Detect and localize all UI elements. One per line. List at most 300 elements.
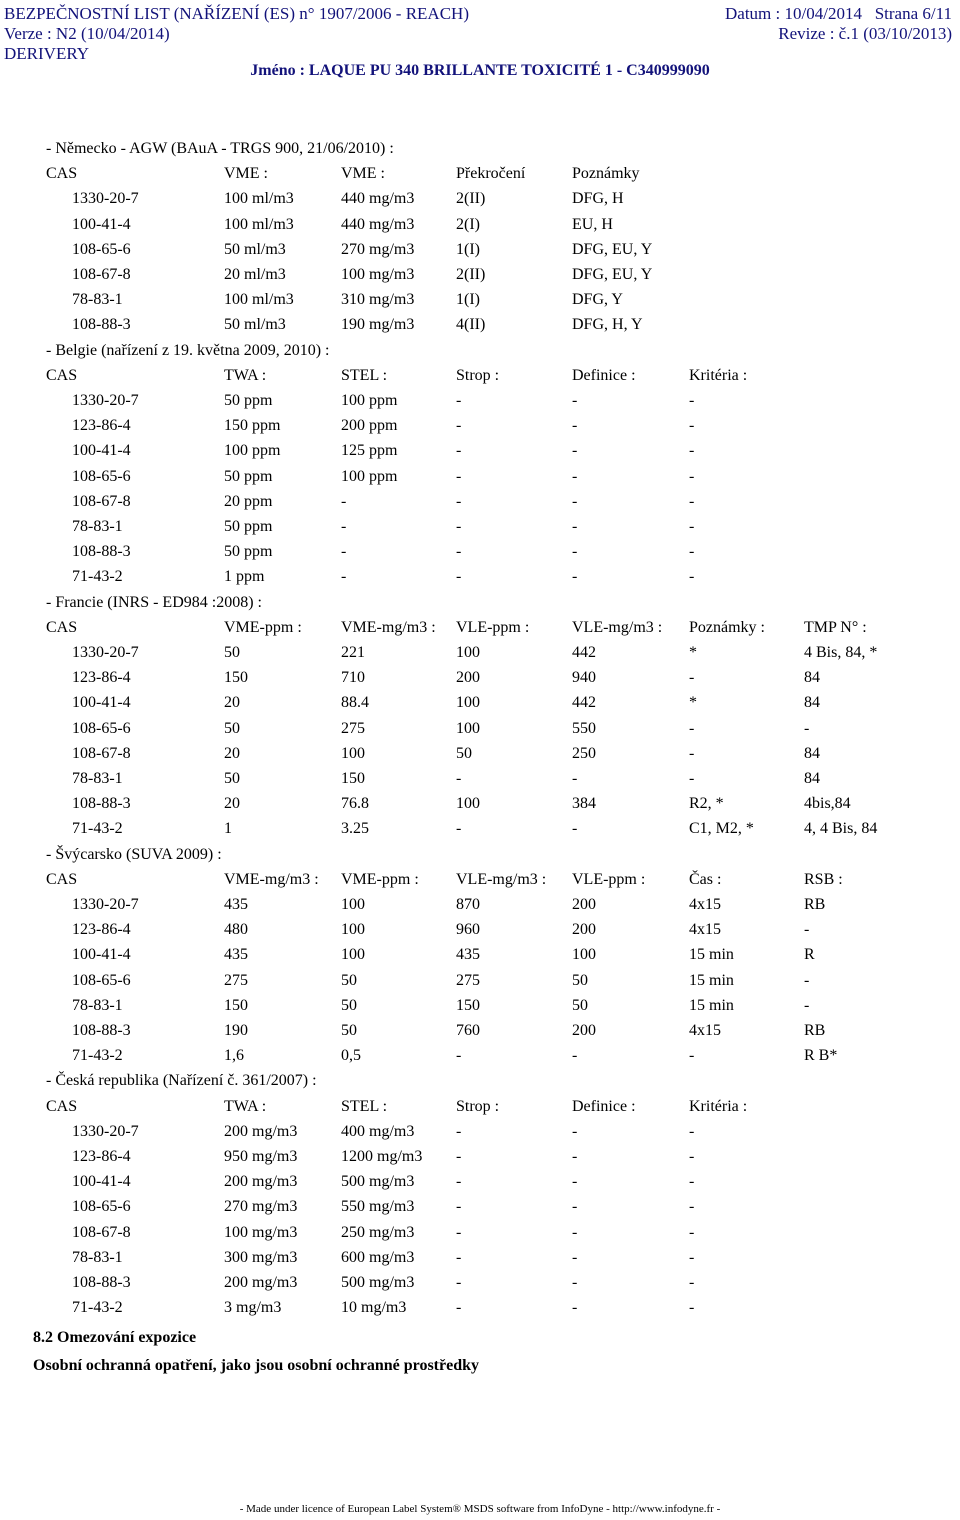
table-cell: 100 (341, 921, 365, 939)
table-cell: - (456, 417, 462, 435)
table-cell: 1,6 (224, 1047, 244, 1065)
table-cell: - (572, 1148, 578, 1165)
cas-number: 1330-20-7 (72, 190, 139, 208)
column-header: VME-mg/m3 : (224, 870, 319, 888)
table-cell: - (572, 1248, 578, 1266)
table-cell: 2(I) (456, 215, 480, 233)
table-cell: 275 (224, 971, 248, 989)
table-row (0, 1173, 960, 1198)
table-cell: 440 mg/m3 (341, 215, 415, 233)
cas-number: 100-41-4 (72, 946, 131, 964)
table-row (0, 468, 960, 493)
table-cell: DFG, Y (572, 291, 623, 309)
column-header: VME : (341, 165, 385, 183)
cas-number: 123-86-4 (72, 1148, 131, 1165)
table-cell: R B* (804, 1047, 838, 1065)
table-cell: - (572, 492, 578, 510)
table-cell: - (456, 492, 462, 510)
table-row (0, 543, 960, 568)
table-row (0, 795, 960, 820)
column-header: VLE-ppm : (456, 618, 530, 636)
column-header: Kritéria : (689, 1097, 748, 1115)
table-cell: - (572, 820, 578, 838)
table-cell: - (689, 1223, 695, 1241)
table-cell: - (456, 392, 462, 409)
table-row (0, 190, 960, 215)
cas-number: 78-83-1 (72, 1248, 123, 1266)
table-cell: 435 (224, 946, 248, 964)
column-header: CAS (46, 1097, 78, 1115)
table-cell: 15 min (689, 996, 734, 1014)
table-cell: 4(II) (456, 316, 486, 334)
table-cell: 100 ppm (341, 467, 398, 485)
cas-number: 108-65-6 (72, 1198, 131, 1216)
table-cell: - (804, 996, 810, 1014)
table-cell: 435 (456, 946, 480, 964)
cas-number: 71-43-2 (72, 820, 123, 838)
table-cell: 50 ppm (224, 467, 273, 485)
table-cell: 270 mg/m3 (224, 1198, 298, 1216)
table-cell: - (456, 568, 462, 586)
table-row (0, 1123, 960, 1148)
cas-number: 108-65-6 (72, 971, 131, 989)
table-cell: 125 ppm (341, 442, 398, 460)
table-cell: 50 ppm (224, 543, 273, 561)
table-header-czech-republic (0, 1098, 960, 1123)
table-row (0, 1224, 960, 1249)
cas-number: 1330-20-7 (72, 896, 139, 913)
cas-number: 71-43-2 (72, 1299, 123, 1317)
table-row (0, 1022, 960, 1047)
table-cell: 2(II) (456, 266, 486, 283)
table-cell: RB (804, 1022, 826, 1039)
table-cell: 100 ml/m3 (224, 190, 294, 208)
table-cell: 10 mg/m3 (341, 1299, 407, 1317)
cas-number: 1330-20-7 (72, 644, 139, 661)
document-title: BEZPEČNOSTNÍ LIST (NAŘÍZENÍ (ES) n° 1907/2006 - REACH) (4, 4, 469, 23)
company-name: DERIVERY (4, 44, 89, 63)
table-row (0, 568, 960, 593)
cas-number: 108-65-6 (72, 719, 131, 737)
table-cell: 150 (224, 669, 248, 687)
column-header: Definice : (572, 366, 636, 384)
table-cell: 600 mg/m3 (341, 1248, 415, 1266)
table-cell: 1 (224, 820, 232, 838)
table-cell: 4x15 (689, 921, 721, 939)
table-cell: 100 (341, 744, 365, 762)
column-header: TWA : (224, 366, 267, 384)
section-title-belgium: - Belgie (nařízení z 19. května 2009, 2010) : (46, 341, 330, 359)
table-row (0, 1249, 960, 1274)
table-cell: 442 (572, 694, 596, 712)
table-cell: - (572, 392, 578, 409)
table-row (0, 820, 960, 845)
table-cell: 100 ppm (224, 442, 281, 460)
table-cell: 250 (572, 744, 596, 762)
table-cell: 50 (572, 996, 588, 1014)
cas-number: 78-83-1 (72, 770, 123, 787)
table-cell: 550 mg/m3 (341, 1198, 415, 1216)
table-row (0, 266, 960, 291)
table-cell: 84 (804, 744, 820, 762)
column-header: Čas : (689, 870, 722, 888)
table-cell: - (804, 971, 810, 989)
table-cell: 200 mg/m3 (224, 1173, 298, 1191)
table-cell: 500 mg/m3 (341, 1274, 415, 1291)
table-cell: - (456, 1274, 462, 1291)
table-cell: - (456, 1299, 462, 1317)
table-cell: - (456, 1248, 462, 1266)
ppe-heading: Osobní ochranná opatření, jako jsou osobní ochranné prostředky (33, 1357, 479, 1374)
table-cell: 950 mg/m3 (224, 1148, 298, 1165)
table-header-france (0, 619, 960, 644)
footer-licence: - Made under licence of European Label System® MSDS software from InfoDyne - http://www.infodyne.fr - (239, 1503, 721, 1515)
table-cell: 150 ppm (224, 417, 281, 435)
cas-number: 108-88-3 (72, 1022, 131, 1039)
table-cell: - (456, 1047, 462, 1065)
column-header: VME-ppm : (224, 618, 302, 636)
column-header: TWA : (224, 1097, 267, 1115)
column-header: CAS (46, 165, 78, 183)
table-cell: 190 (224, 1022, 248, 1039)
table-cell: RB (804, 896, 826, 913)
table-cell: 250 mg/m3 (341, 1223, 415, 1241)
column-header: VLE-mg/m3 : (572, 618, 663, 636)
table-cell: 550 (572, 719, 596, 737)
table-cell: - (456, 1198, 462, 1216)
table-cell: 500 mg/m3 (341, 1173, 415, 1191)
table-cell: 15 min (689, 946, 734, 964)
cas-number: 71-43-2 (72, 1047, 123, 1065)
table-cell: 4x15 (689, 1022, 721, 1039)
cas-number: 123-86-4 (72, 921, 131, 939)
column-header: Definice : (572, 1097, 636, 1115)
document-date: Datum : 10/04/2014 (725, 4, 862, 23)
table-cell: 190 mg/m3 (341, 316, 415, 334)
table-cell: - (572, 1047, 578, 1065)
table-cell: - (456, 1173, 462, 1191)
table-cell: 84 (804, 770, 820, 787)
table-cell: 4, 4 Bis, 84 (804, 820, 878, 838)
table-row (0, 1148, 960, 1173)
table-cell: 1 ppm (224, 568, 265, 586)
table-cell: 150 (224, 996, 248, 1014)
table-cell: 84 (804, 694, 820, 712)
table-row (0, 745, 960, 770)
table-cell: 960 (456, 921, 480, 939)
column-header: VLE-ppm : (572, 870, 646, 888)
table-cell: 275 (456, 971, 480, 989)
table-row (0, 1299, 960, 1324)
column-header: Poznámky (572, 165, 640, 183)
table-cell: - (572, 442, 578, 460)
table-cell: 200 mg/m3 (224, 1274, 298, 1291)
table-cell: - (572, 568, 578, 586)
table-cell: 100 ml/m3 (224, 291, 294, 309)
column-header: STEL : (341, 366, 388, 384)
column-header: Strop : (456, 1097, 500, 1115)
table-cell: 100 mg/m3 (224, 1223, 298, 1241)
table-cell: DFG, H, Y (572, 316, 643, 334)
column-header: Překročení (456, 165, 526, 183)
table-cell: 200 mg/m3 (224, 1122, 298, 1140)
table-cell: 100 ml/m3 (224, 215, 294, 233)
table-cell: - (572, 1122, 578, 1140)
table-cell: DFG, H (572, 190, 624, 208)
table-row (0, 291, 960, 316)
table-cell: 440 mg/m3 (341, 190, 415, 208)
table-cell: - (689, 719, 695, 737)
table-cell: - (456, 467, 462, 485)
table-cell: 100 (456, 719, 480, 737)
table-row (0, 921, 960, 946)
table-cell: - (572, 467, 578, 485)
table-cell: 100 (341, 946, 365, 964)
table-cell: - (572, 1299, 578, 1317)
table-row (0, 946, 960, 971)
table-cell: - (689, 492, 695, 510)
table-cell: - (689, 392, 695, 409)
table-cell: 50 ml/m3 (224, 240, 286, 258)
table-row (0, 241, 960, 266)
document-revision: Revize : č.1 (03/10/2013) (778, 24, 952, 43)
cas-number: 100-41-4 (72, 1173, 131, 1191)
table-row (0, 896, 960, 921)
column-header: TMP N° : (804, 618, 867, 636)
table-cell: - (689, 1299, 695, 1317)
table-header-switzerland (0, 871, 960, 896)
cas-number: 108-67-8 (72, 266, 131, 283)
cas-number: 108-88-3 (72, 543, 131, 561)
cas-number: 108-67-8 (72, 1223, 131, 1241)
table-cell: 200 ppm (341, 417, 398, 435)
table-cell: 84 (804, 669, 820, 687)
cas-number: 108-65-6 (72, 467, 131, 485)
table-cell: 275 (341, 719, 365, 737)
table-cell: - (689, 543, 695, 561)
table-cell: - (456, 820, 462, 838)
section-title-germany: - Německo - AGW (BAuA - TRGS 900, 21/06/2010) : (46, 140, 394, 157)
table-cell: - (572, 1173, 578, 1191)
table-cell: - (689, 1274, 695, 1291)
product-name: Jméno : LAQUE PU 340 BRILLANTE TOXICITÉ 1 - C340999090 (250, 62, 710, 79)
table-cell: - (804, 719, 810, 737)
table-cell: 710 (341, 669, 365, 687)
table-cell: 200 (572, 896, 596, 913)
table-row (0, 694, 960, 719)
table-cell: - (341, 518, 347, 535)
table-cell: 0,5 (341, 1047, 361, 1065)
table-row (0, 770, 960, 795)
column-header: VME-ppm : (341, 870, 419, 888)
table-cell: 270 mg/m3 (341, 240, 415, 258)
table-cell: - (689, 467, 695, 485)
cas-number: 108-88-3 (72, 795, 131, 813)
cas-number: 108-88-3 (72, 1274, 131, 1291)
column-header: Kritéria : (689, 366, 748, 384)
table-row (0, 644, 960, 669)
column-header: VLE-mg/m3 : (456, 870, 547, 888)
table-cell: - (572, 1198, 578, 1216)
table-row (0, 316, 960, 341)
table-cell: - (456, 1223, 462, 1241)
column-header: CAS (46, 366, 78, 384)
table-cell: 20 (224, 744, 240, 762)
document-version: Verze : N2 (10/04/2014) (4, 24, 170, 43)
table-cell: - (341, 568, 347, 586)
cas-number: 78-83-1 (72, 518, 123, 535)
table-cell: 50 (341, 1022, 357, 1039)
table-cell: - (456, 1148, 462, 1165)
table-cell: - (456, 1122, 462, 1140)
table-cell: - (689, 1248, 695, 1266)
table-row (0, 417, 960, 442)
table-row (0, 216, 960, 241)
table-cell: 310 mg/m3 (341, 291, 415, 309)
section-title-france: - Francie (INRS - ED984 :2008) : (46, 593, 262, 611)
column-header: RSB : (804, 870, 843, 888)
table-cell: 50 (224, 770, 240, 787)
section-8-2-heading: 8.2 Omezování expozice (33, 1329, 197, 1346)
table-row (0, 1274, 960, 1299)
table-cell: EU, H (572, 215, 613, 233)
table-cell: 3.25 (341, 820, 369, 838)
table-cell: 4 Bis, 84, * (804, 644, 878, 661)
cas-number: 108-67-8 (72, 492, 131, 510)
table-cell: * (689, 694, 697, 712)
table-cell: R (804, 946, 815, 964)
cas-number: 78-83-1 (72, 291, 123, 309)
section-title-czech-republic: - Česká republika (Nařízení č. 361/2007) : (46, 1072, 317, 1090)
cas-number: 108-88-3 (72, 316, 131, 334)
table-cell: 100 (572, 946, 596, 964)
column-header: VME-mg/m3 : (341, 618, 436, 636)
table-cell: 88.4 (341, 694, 369, 712)
table-cell: - (689, 744, 695, 762)
table-cell: - (689, 568, 695, 586)
table-row (0, 997, 960, 1022)
table-row (0, 493, 960, 518)
table-cell: - (689, 518, 695, 535)
table-cell: 50 (572, 971, 588, 989)
table-cell: - (572, 543, 578, 561)
table-cell: 76.8 (341, 795, 369, 813)
table-cell: - (456, 518, 462, 535)
table-cell: 4bis,84 (804, 795, 851, 813)
table-cell: - (689, 442, 695, 460)
column-header: VME : (224, 165, 268, 183)
table-cell: - (689, 1047, 695, 1065)
table-cell: 1(I) (456, 291, 480, 309)
table-cell: - (689, 770, 695, 787)
cas-number: 100-41-4 (72, 694, 131, 712)
table-cell: 50 ppm (224, 518, 273, 535)
table-row (0, 442, 960, 467)
cas-number: 100-41-4 (72, 215, 131, 233)
table-cell: 20 ml/m3 (224, 266, 286, 283)
table-cell: 50 (224, 644, 240, 661)
cas-number: 123-86-4 (72, 417, 131, 435)
table-row (0, 669, 960, 694)
table-cell: 50 (341, 996, 357, 1014)
cas-number: 108-67-8 (72, 744, 131, 762)
table-cell: 50 (341, 971, 357, 989)
column-header: Poznámky : (689, 618, 765, 636)
table-cell: 15 min (689, 971, 734, 989)
table-cell: 442 (572, 644, 596, 661)
table-cell: 200 (572, 921, 596, 939)
cas-number: 100-41-4 (72, 442, 131, 460)
table-cell: 1200 mg/m3 (341, 1148, 423, 1165)
table-cell: 50 (456, 744, 472, 762)
table-cell: 50 ppm (224, 392, 273, 409)
table-cell: - (689, 669, 695, 687)
table-cell: 1(I) (456, 240, 480, 258)
table-cell: DFG, EU, Y (572, 240, 653, 258)
table-row (0, 972, 960, 997)
table-cell: - (456, 543, 462, 561)
table-cell: 940 (572, 669, 596, 687)
table-cell: - (572, 518, 578, 535)
table-cell: 150 (456, 996, 480, 1014)
column-header: CAS (46, 618, 78, 636)
table-cell: 3 mg/m3 (224, 1299, 282, 1317)
table-cell: 435 (224, 896, 248, 913)
table-cell: 100 (456, 795, 480, 813)
table-header-germany (0, 165, 960, 190)
table-row (0, 720, 960, 745)
cas-number: 71-43-2 (72, 568, 123, 586)
table-cell: 200 (456, 669, 480, 687)
section-title-switzerland: - Švýcarsko (SUVA 2009) : (46, 845, 222, 863)
page-number: Strana 6/11 (874, 4, 952, 23)
table-header-belgium (0, 367, 960, 392)
table-cell: - (572, 417, 578, 435)
column-header: STEL : (341, 1097, 388, 1115)
table-cell: 870 (456, 896, 480, 913)
table-cell: 50 (224, 719, 240, 737)
table-cell: - (689, 1148, 695, 1165)
table-cell: - (572, 770, 578, 787)
table-cell: 100 (456, 644, 480, 661)
table-row (0, 518, 960, 543)
table-row (0, 392, 960, 417)
table-cell: 100 (341, 896, 365, 913)
table-cell: C1, M2, * (689, 820, 754, 838)
column-header: Strop : (456, 366, 500, 384)
table-cell: - (456, 442, 462, 460)
table-cell: R2, * (689, 795, 724, 813)
table-cell: - (689, 417, 695, 435)
table-cell: 4x15 (689, 896, 721, 913)
table-cell: 100 (456, 694, 480, 712)
column-header: CAS (46, 870, 78, 888)
table-cell: 200 (572, 1022, 596, 1039)
table-cell: 100 ppm (341, 392, 398, 409)
table-cell: 480 (224, 921, 248, 939)
cas-number: 108-65-6 (72, 240, 131, 258)
table-cell: 2(II) (456, 190, 486, 208)
cas-number: 1330-20-7 (72, 392, 139, 409)
table-cell: - (572, 1223, 578, 1241)
cas-number: 78-83-1 (72, 996, 123, 1014)
table-row (0, 1198, 960, 1223)
table-cell: - (689, 1122, 695, 1140)
table-cell: - (456, 770, 462, 787)
table-cell: 150 (341, 770, 365, 787)
table-row (0, 1047, 960, 1072)
table-cell: 760 (456, 1022, 480, 1039)
